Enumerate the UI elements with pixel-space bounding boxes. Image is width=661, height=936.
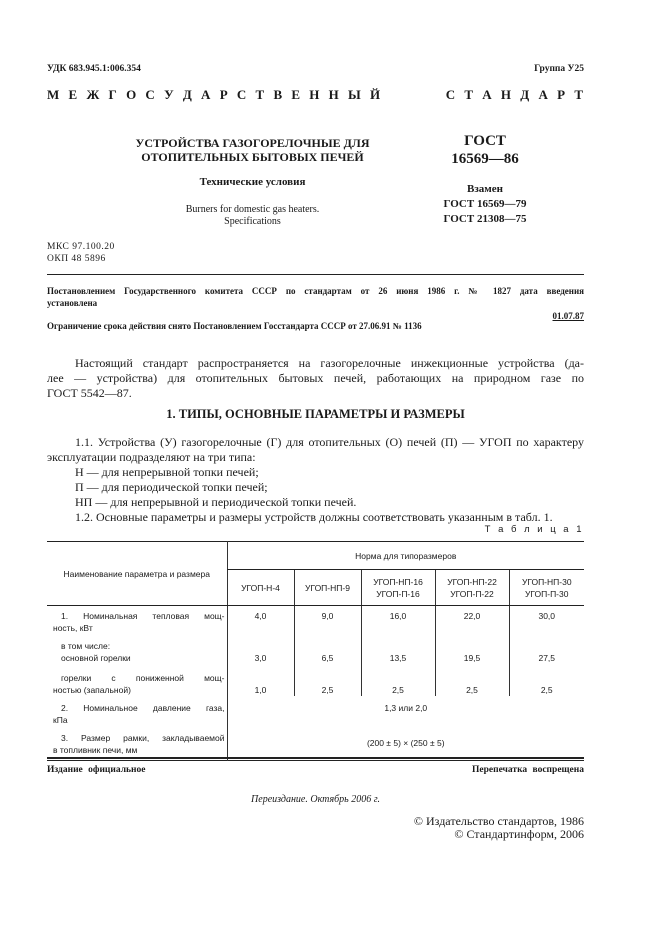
title-line-1: УСТРОЙСТВА ГАЗОГОРЕЛОЧНЫЕ ДЛЯ bbox=[135, 136, 370, 150]
decree-text bbox=[47, 285, 584, 309]
restriction-text: Ограничение срока действия снято Постановлением Госстандарта СССР от 27.06.91 № 1136 bbox=[47, 321, 422, 331]
udk-code: УДК 683.945.1:006.354 bbox=[47, 64, 141, 74]
decree-line-1: Постановлением Государственного комитета СССР по стандартам от 26 июня 1986 г. № 1827 дата введения bbox=[47, 286, 584, 296]
row-label-line: в том числе: bbox=[61, 641, 111, 651]
english-title-line-1: Burners for domestic gas heaters. bbox=[185, 204, 320, 215]
table-cell: 3,0 bbox=[227, 634, 294, 664]
document-subtitle: Технические условия bbox=[199, 176, 306, 188]
table-cell: 30,0 bbox=[509, 606, 584, 635]
type-n: Н — для непрерывной топки печей; bbox=[75, 465, 259, 479]
replaced-standard-1: ГОСТ 16569—79 bbox=[443, 198, 527, 210]
row-label bbox=[47, 634, 227, 664]
table-cell: 13,5 bbox=[361, 634, 435, 664]
table-row bbox=[47, 634, 584, 664]
column-header-line: УГОП-Н-4 bbox=[241, 582, 280, 593]
okp-code: ОКП 48 5896 bbox=[47, 254, 106, 264]
document-title bbox=[110, 136, 395, 164]
intro-line-2: лее — устройства) для отопительных бытовых печей, работающих на природном газе по bbox=[47, 371, 584, 385]
table-cell: 1,0 bbox=[227, 664, 294, 696]
table-cell: 27,5 bbox=[509, 634, 584, 664]
replaces-label: Взамен bbox=[467, 183, 503, 195]
table-cell: 2,5 bbox=[509, 664, 584, 696]
official-edition: Издание официальное bbox=[47, 765, 146, 775]
column-header bbox=[509, 570, 584, 606]
table-cell: 22,0 bbox=[435, 606, 509, 635]
table-row bbox=[47, 696, 584, 726]
table-cell: 9,0 bbox=[294, 606, 361, 635]
gost-label: ГОСТ bbox=[464, 133, 506, 149]
copyright-block bbox=[414, 815, 584, 841]
divider-bottom bbox=[47, 757, 584, 759]
intro-line-3: ГОСТ 5542—87. bbox=[47, 386, 132, 400]
header-standard: С Т А Н Д А Р Т bbox=[445, 87, 584, 102]
table-cell: 19,5 bbox=[435, 634, 509, 664]
table-cell: 2,5 bbox=[435, 664, 509, 696]
column-header bbox=[294, 570, 361, 606]
column-header-line: УГОП-П-16 bbox=[376, 588, 420, 599]
copyright-line-2: © Стандартинформ, 2006 bbox=[454, 827, 584, 841]
column-header-line: УГОП-НП-16 bbox=[373, 576, 423, 587]
param-header: Наименование параметра и размера bbox=[63, 568, 210, 579]
table-cell: 16,0 bbox=[361, 606, 435, 635]
reprint-notice: Перепечатка воспрещена bbox=[471, 765, 584, 775]
intro-paragraph bbox=[47, 356, 584, 401]
reissue-note: Переиздание. Октябрь 2006 г. bbox=[251, 794, 380, 805]
clause-1-2: 1.2. Основные параметры и размеры устройств должны соответствовать указанным в табл. 1. bbox=[75, 510, 553, 524]
row-label-line: 1. Номинальная тепловая мощ- bbox=[61, 611, 225, 621]
decree-line-2: установлена bbox=[47, 298, 98, 308]
row-label-line: основной горелки bbox=[61, 653, 131, 663]
norm-header-cell bbox=[227, 542, 584, 570]
norm-header: Норма для типоразмеров bbox=[355, 550, 457, 561]
row-label-line: 3. Размер рамки, закладываемой bbox=[61, 733, 225, 743]
section-1-heading: 1. ТИПЫ, ОСНОВНЫЕ ПАРАМЕТРЫ И РАЗМЕРЫ bbox=[166, 407, 465, 421]
table-row bbox=[47, 726, 584, 761]
english-title-line-2: Specifications bbox=[224, 216, 281, 227]
classification-codes bbox=[47, 241, 115, 265]
row-label-line: ность, кВт bbox=[53, 623, 93, 633]
param-header-cell bbox=[47, 542, 227, 606]
section-1-text bbox=[47, 435, 584, 525]
copyright-line-1: © Издательство стандартов, 1986 bbox=[413, 814, 584, 828]
gost-number: 16569—86 bbox=[451, 151, 519, 167]
intro-line-1: Настоящий стандарт распространяется на газогорелочные инжекционные устройства (да- bbox=[75, 356, 584, 370]
type-p: П — для периодической топки печей; bbox=[75, 480, 268, 494]
replaced-standard-2: ГОСТ 21308—75 bbox=[443, 213, 527, 225]
row-label-line: кПа bbox=[53, 715, 68, 725]
row-label bbox=[47, 664, 227, 696]
introduction-date: 01.07.87 bbox=[552, 311, 584, 321]
table-cell: (200 ± 5) × (250 ± 5) bbox=[227, 726, 584, 761]
table-cell: 4,0 bbox=[227, 606, 294, 635]
column-header bbox=[227, 570, 294, 606]
row-label bbox=[47, 726, 227, 761]
group-code: Группа У25 bbox=[534, 64, 584, 74]
table-cell: 2,5 bbox=[361, 664, 435, 696]
table-cell: 2,5 bbox=[294, 664, 361, 696]
parameters-table bbox=[47, 541, 584, 761]
replaces-block bbox=[425, 182, 545, 227]
row-label-line: 2. Номинальное давление газа, bbox=[61, 703, 225, 713]
table-cell: 6,5 bbox=[294, 634, 361, 664]
row-label bbox=[47, 606, 227, 635]
clause-1-1-line-2: эксплуатации подразделяют на три типа: bbox=[47, 450, 256, 464]
table-row bbox=[47, 606, 584, 635]
english-title bbox=[110, 204, 395, 228]
divider-top bbox=[47, 274, 584, 275]
mks-code: МКС 97.100.20 bbox=[47, 242, 115, 252]
column-header-line: УГОП-П-22 bbox=[450, 588, 494, 599]
column-header-line: УГОП-НП-22 bbox=[447, 576, 497, 587]
clause-1-1-line-1: 1.1. Устройства (У) газогорелочные (Г) для отопительных (О) печей (П) — УГОП по характеру bbox=[75, 435, 584, 449]
column-header-line: УГОП-П-30 bbox=[525, 588, 569, 599]
table-caption: Т а б л и ц а 1 bbox=[484, 524, 584, 535]
column-header bbox=[435, 570, 509, 606]
row-label-line: горелки с пониженной мощ- bbox=[61, 673, 225, 683]
type-np: НП — для непрерывной и периодической топки печей. bbox=[75, 495, 357, 509]
gost-number-block bbox=[425, 132, 545, 168]
header-interstate: М Е Ж Г О С У Д А Р С Т В Е Н Н Ы Й bbox=[47, 87, 382, 102]
table-cell: 1,3 или 2,0 bbox=[227, 696, 584, 726]
row-label bbox=[47, 696, 227, 726]
column-header-line: УГОП-НП-9 bbox=[305, 582, 350, 593]
table-row bbox=[47, 664, 584, 696]
row-label-line: ностью (запальной) bbox=[53, 685, 131, 695]
title-line-2: ОТОПИТЕЛЬНЫХ БЫТОВЫХ ПЕЧЕЙ bbox=[141, 150, 364, 164]
row-label-line: в топливник печи, мм bbox=[53, 745, 138, 755]
column-header-line: УГОП-НП-30 bbox=[521, 576, 572, 587]
column-header bbox=[361, 570, 435, 606]
